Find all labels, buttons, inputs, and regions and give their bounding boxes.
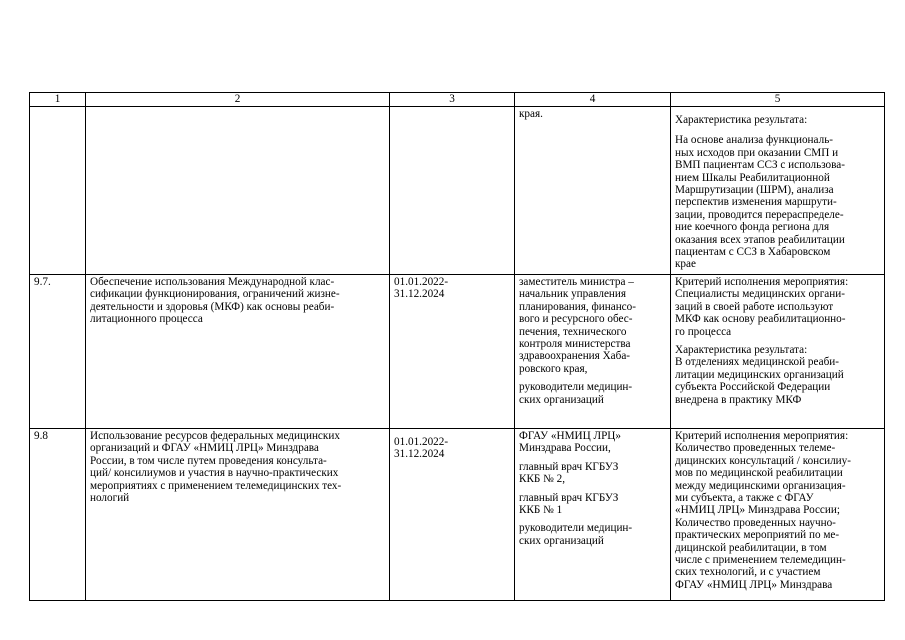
title-line: Обеспечение использования Международной клас-: [90, 276, 335, 288]
result-line: перспектив изменения маршрути-: [675, 196, 837, 209]
responsible-text: края.: [519, 108, 543, 120]
result-line: зации, проводится перераспределе-: [675, 208, 844, 221]
responsible-line: руководители медицин-: [519, 522, 633, 535]
title-line: сификации функционирования, ограничений жизне-: [90, 288, 340, 301]
title-line: деятельности и здоровья (МКФ) как основы реаби-: [90, 300, 335, 313]
criterion-line: дицинских консультаций / консилиу-: [675, 454, 851, 467]
criterion-line: дицинской реабилитации, в том: [675, 541, 827, 554]
responsible-line: начальник управления: [519, 288, 627, 301]
criterion-line: Количество проведенных научно-: [675, 516, 836, 529]
result-line: субъекта Российской Федерации: [675, 381, 831, 394]
period-cell: [390, 107, 515, 275]
header-cell: 4: [515, 93, 671, 107]
responsible-line: здравоохранения Хаба-: [519, 350, 631, 363]
result-line: На основе анализа функциональ-: [675, 134, 834, 147]
criterion-line: МКФ как основу реабилитационно-: [675, 313, 846, 326]
criterion-line: го процесса: [675, 325, 732, 338]
result-line: оказания всех этапов реабилитации: [675, 233, 845, 246]
plan-table: [29, 92, 885, 601]
responsible-line: Минздрава России,: [519, 442, 611, 455]
period-cell: [390, 429, 515, 601]
result-line: пациентам с ССЗ в Хабаровском: [675, 246, 831, 259]
result-line: ВМП пациентам ССЗ с использова-: [675, 159, 845, 172]
responsible-line: ФГАУ «НМИЦ ЛРЦ»: [519, 430, 621, 442]
title-line: ций/ консилиумов и участия в научно-практических: [90, 467, 339, 480]
criterion-line: мов по медицинской реабилитации: [675, 467, 843, 480]
num-cell: [30, 107, 86, 275]
criterion-line: Количество проведенных телеме-: [675, 442, 836, 455]
responsible-line: ровского края,: [519, 362, 588, 375]
result-line: нием Шкалы Реабилитационной: [675, 171, 830, 184]
criterion-line: заций в своей работе используют: [675, 300, 834, 313]
result-cell: [671, 107, 885, 275]
header-cell: 1: [30, 93, 86, 107]
criterion-line: ФГАУ «НМИЦ ЛРЦ» Минздрава: [675, 578, 833, 591]
responsible-line: ских организаций: [519, 534, 604, 547]
table-row: [30, 107, 885, 275]
table-row: [30, 429, 885, 601]
result-cell: [671, 429, 885, 601]
criterion-line: «НМИЦ ЛРЦ» Минздрава России;: [675, 504, 840, 517]
period-line: 31.12.2024: [394, 448, 445, 461]
responsible-line: главный врач КГБУЗ: [519, 460, 619, 473]
result-line: крае: [675, 258, 696, 271]
responsible-line: руководители медицин-: [519, 381, 633, 394]
title-line: мероприятиях с применением телемедицинских тех-: [90, 479, 342, 492]
result-line: Характеристика результата:: [675, 344, 808, 357]
title-cell: [86, 107, 390, 275]
criterion-line: ских технологий, и с участием: [675, 566, 821, 579]
responsible-line: заместитель министра –: [519, 276, 634, 288]
responsible-line: печения, технического: [519, 325, 627, 338]
criterion-line: Специалисты медицинских органи-: [675, 288, 845, 301]
responsible-cell: [515, 429, 671, 601]
num-cell: 9.8: [30, 429, 86, 601]
header-cell: 3: [390, 93, 515, 107]
criterion-line: практических мероприятий по ме-: [675, 529, 840, 542]
result-line: литации медицинских организаций: [675, 368, 844, 381]
responsible-line: ККБ № 1: [519, 504, 563, 517]
criterion-line: числе с применением телемедицин-: [675, 554, 846, 567]
title-line: литационного процесса: [90, 313, 203, 326]
period-cell: [390, 275, 515, 429]
responsible-line: планирования, финансо-: [519, 300, 636, 313]
result-heading: Характеристика результата:: [675, 114, 808, 126]
responsible-line: главный врач КГБУЗ: [519, 491, 619, 504]
result-line: Маршрутизации (ШРМ), анализа: [675, 184, 834, 197]
period-line: 01.01.2022-: [394, 276, 449, 288]
criterion-line: ми субъекта, а также с ФГАУ: [675, 492, 814, 505]
result-cell: [671, 275, 885, 429]
result-line: ных исходов при оказании СМП и: [675, 146, 839, 159]
header-cell: 5: [671, 93, 885, 107]
title-line: России, в том числе путем проведения консульта-: [90, 454, 327, 467]
criterion-line: Критерий исполнения мероприятия:: [675, 276, 849, 288]
responsible-line: вого и ресурсного обес-: [519, 313, 633, 326]
criterion-line: между медицинскими организация-: [675, 479, 846, 492]
responsible-line: контроля министерства: [519, 338, 631, 351]
title-cell: [86, 429, 390, 601]
period-line: 31.12.2024: [394, 288, 445, 301]
responsible-line: ККБ № 2,: [519, 473, 566, 486]
period-line: 01.01.2022-: [394, 436, 449, 448]
responsible-cell: [515, 275, 671, 429]
header-cell: 2: [86, 93, 390, 107]
table-row: [30, 275, 885, 429]
title-line: нологий: [90, 492, 130, 505]
title-cell: [86, 275, 390, 429]
criterion-line: Критерий исполнения мероприятия:: [675, 430, 849, 442]
title-line: организаций и ФГАУ «НМИЦ ЛРЦ» Минздрава: [90, 442, 319, 455]
result-line: ние коечного фонда региона для: [675, 221, 830, 234]
responsible-cell: [515, 107, 671, 275]
result-line: В отделениях медицинской реаби-: [675, 356, 839, 369]
responsible-line: ских организаций: [519, 393, 604, 406]
num-cell: 9.7.: [30, 275, 86, 429]
header-row: [30, 93, 885, 107]
title-line: Использование ресурсов федеральных медицинских: [90, 430, 340, 442]
result-line: внедрена в практику МКФ: [675, 393, 802, 406]
